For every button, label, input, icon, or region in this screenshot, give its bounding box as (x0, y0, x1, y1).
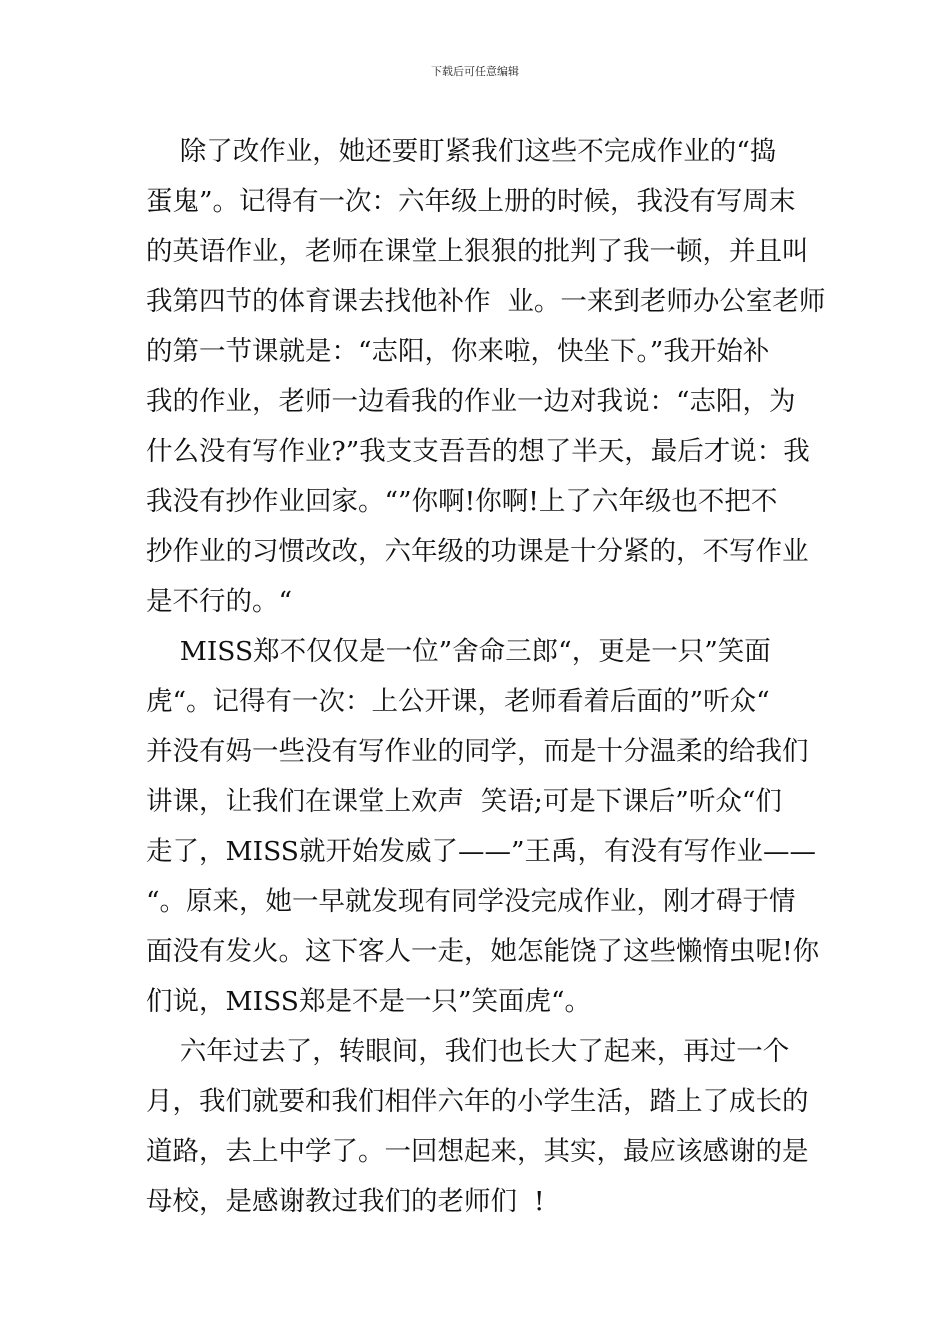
text-line: 我没有抄作业回家。“”你啊!你啊!上了六年级也不把不 (146, 486, 778, 517)
text-line: 面没有发火。这下客人一走，她怎能饶了这些懒惰虫呢!你 (146, 936, 820, 967)
paragraph-2 (146, 627, 820, 1027)
text-line: “。原来，她一早就发现有同学没完成作业，刚才碍于情 (146, 886, 796, 917)
text-line: 我第四节的体育课去找他补作 业。一来到老师办公室老师 (146, 286, 826, 317)
text-line: 月，我们就要和我们相伴六年的小学生活，踏上了成长的 (146, 1086, 809, 1117)
paragraph-3 (146, 1027, 809, 1227)
text-line: 母校，是感谢教过我们的老师们 ! (146, 1186, 545, 1217)
text-line: 我的作业，老师一边看我的作业一边对我说：“志阳，为 (146, 386, 796, 417)
text-line: MISS郑不仅仅是一位”舍命三郎“，更是一只”笑面 (146, 636, 771, 667)
paragraph-1 (146, 127, 826, 627)
text-line: 虎“。记得有一次：上公开课，老师看着后面的”听众“ (146, 686, 770, 717)
document-body (146, 127, 826, 1227)
text-line: 什么没有写作业?”我支支吾吾的想了半天，最后才说：我 (146, 436, 810, 467)
text-line: 抄作业的习惯改改，六年级的功课是十分紧的，不写作业 (146, 536, 809, 567)
page-header: 下载后可任意编辑 (431, 65, 519, 78)
text-line: 蛋鬼”。记得有一次：六年级上册的时候，我没有写周末 (146, 186, 796, 217)
text-line: 并没有妈一些没有写作业的同学，而是十分温柔的给我们 (146, 736, 809, 767)
text-line: 的英语作业，老师在课堂上狠狠的批判了我一顿，并且叫 (146, 236, 809, 267)
text-line: 走了，MISS就开始发威了——”王禹，有没有写作业—— (146, 836, 816, 867)
text-line: 六年过去了，转眼间，我们也长大了起来，再过一个 (146, 1036, 790, 1067)
text-line: 们说，MISS郑是不是一只”笑面虎“。 (146, 986, 592, 1017)
text-line: 讲课，让我们在课堂上欢声 笑语;可是下课后”听众“们 (146, 786, 782, 817)
text-line: 道路，去上中学了。一回想起来，其实，最应该感谢的是 (146, 1136, 809, 1167)
text-line: 是不行的。“ (146, 586, 293, 617)
text-line: 的第一节课就是：“志阳，你来啦，快坐下。”我开始补 (146, 336, 770, 367)
text-line: 除了改作业，她还要盯紧我们这些不完成作业的“捣 (146, 136, 777, 167)
